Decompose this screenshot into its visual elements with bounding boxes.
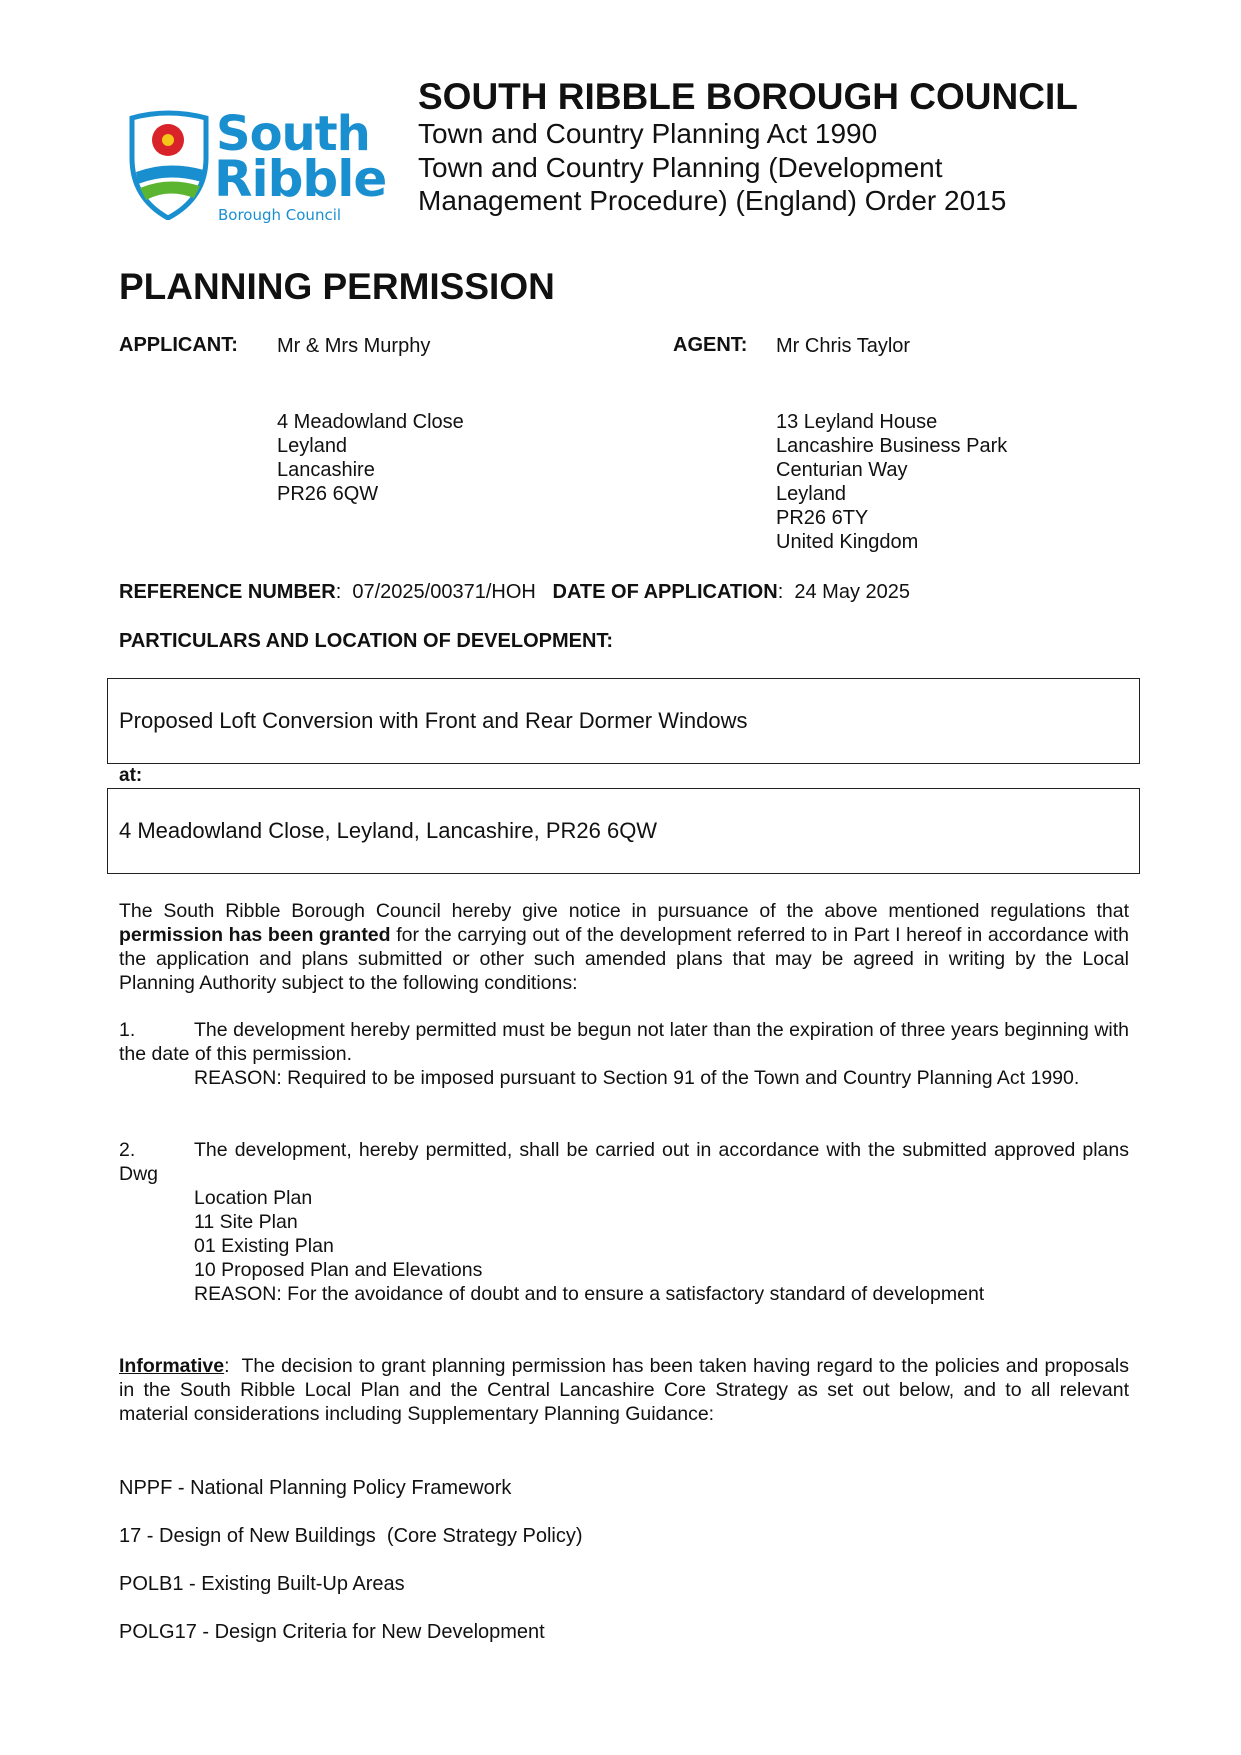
logo-ribble-text: Ribble (214, 150, 387, 208)
informative-text: The decision to grant planning permission has been taken having regard to the policies and proposals in the South Ribble Local Plan and the Central Lancashire Core Strategy as set out below, and to all relevant material considerations including Supplementary Planning Guidance: (119, 1355, 1130, 1425)
reference-line: REFERENCE NUMBER: 07/2025/00371/HOH DATE OF APPLICATION: 24 May 2025 (119, 581, 910, 603)
applicant-name: Mr & Mrs Murphy (277, 335, 431, 357)
development-location-box (107, 788, 1140, 874)
plan-item: 10 Proposed Plan and Elevations (194, 1259, 483, 1281)
agent-address-line: Lancashire Business Park (776, 435, 1008, 457)
plan-item: 01 Existing Plan (194, 1235, 334, 1257)
applicant-address-line: 4 Meadowland Close (277, 411, 464, 433)
condition-2 (119, 1138, 1129, 1186)
condition-1 (119, 1018, 1129, 1066)
applicant-address-line: Leyland (277, 435, 348, 457)
plan-item: 11 Site Plan (194, 1211, 298, 1233)
reference-value: 07/2025/00371/HOH (352, 581, 536, 603)
reference-label: REFERENCE NUMBER (119, 581, 336, 603)
agent-address-line: Centurian Way (776, 459, 908, 481)
rose-shield-icon (128, 110, 212, 220)
condition-2-reason: REASON: For the avoidance of doubt and to ensure a satisfactory standard of development (194, 1283, 985, 1305)
applicant-address (277, 410, 464, 506)
notice-granted-text: permission has been granted (119, 924, 391, 946)
notice-text-rest: for the carrying out of the development referred to in Part I hereof in accordance with the application and plans submitted or other such amended plans that may be agreed in writing by the Local Planning Authority subject to the following conditions: (119, 924, 1130, 994)
date-of-application-label: DATE OF APPLICATION (552, 581, 778, 603)
policy-item: 17 - Design of New Buildings (Core Strategy Policy) (119, 1525, 583, 1547)
plan-item: Location Plan (194, 1187, 313, 1209)
condition-1-reason: REASON: Required to be imposed pursuant to Section 91 of the Town and Country Planning Act 1990. (194, 1067, 1080, 1089)
applicant-label: APPLICANT: (119, 334, 238, 356)
development-location: 4 Meadowland Close, Leyland, Lancashire, PR26 6QW (119, 818, 658, 843)
policy-item: POLB1 - Existing Built-Up Areas (119, 1573, 405, 1595)
agent-address (776, 410, 1007, 554)
approved-plans-list (194, 1186, 984, 1306)
agent-address-line: 13 Leyland House (776, 411, 938, 433)
council-logo (128, 106, 387, 230)
particulars-heading: PARTICULARS AND LOCATION OF DEVELOPMENT: (119, 630, 614, 652)
notice-paragraph (119, 899, 1129, 995)
development-description-box (107, 678, 1140, 764)
agent-address-line: United Kingdom (776, 531, 919, 553)
applicant-address-line: PR26 6QW (277, 483, 379, 505)
informative-paragraph: Informative: The decision to grant planning permission has been taken having regard to the policies and proposals in the South Ribble Local Plan and the Central Lancashire Core Strategy as set out below, and to all relevant material considerations including Supplementary Planning Guidance: (119, 1355, 1130, 1425)
agent-name: Mr Chris Taylor (776, 335, 911, 357)
agent-address-line: Leyland (776, 483, 847, 505)
act-line-2: Town and Country Planning (Development (418, 152, 943, 183)
condition-text: The development hereby permitted must be begun not later than the expiration of three years beginning with the date of this permission. (119, 1019, 1129, 1065)
condition-number: 2. (119, 1139, 136, 1161)
page-title: PLANNING PERMISSION (119, 266, 555, 307)
notice-text-start: The South Ribble Borough Council hereby give notice in pursuance of the above mentioned regulations that (119, 900, 1129, 922)
informative-label: Informative (119, 1355, 225, 1377)
development-description: Proposed Loft Conversion with Front and Rear Dormer Windows (119, 708, 748, 733)
logo-south-text: South (216, 106, 370, 162)
condition-number: 1. (119, 1019, 136, 1041)
applicant-address-line: Lancashire (277, 459, 375, 481)
logo-borough-council-text: Borough Council (218, 206, 342, 224)
date-of-application-value: 24 May 2025 (794, 581, 910, 603)
agent-label: AGENT: (673, 334, 748, 356)
at-label: at: (119, 765, 143, 786)
council-name: SOUTH RIBBLE BOROUGH COUNCIL (418, 76, 1078, 117)
act-line-3: Management Procedure) (England) Order 2015 (418, 185, 1007, 216)
agent-address-line: PR26 6TY (776, 507, 869, 529)
policy-item: NPPF - National Planning Policy Framework (119, 1477, 512, 1499)
act-line-1: Town and Country Planning Act 1990 (418, 118, 878, 149)
policy-item: POLG17 - Design Criteria for New Development (119, 1621, 545, 1643)
condition-text: The development, hereby permitted, shall be carried out in accordance with the submitted approved plans Dwg (119, 1139, 1129, 1185)
